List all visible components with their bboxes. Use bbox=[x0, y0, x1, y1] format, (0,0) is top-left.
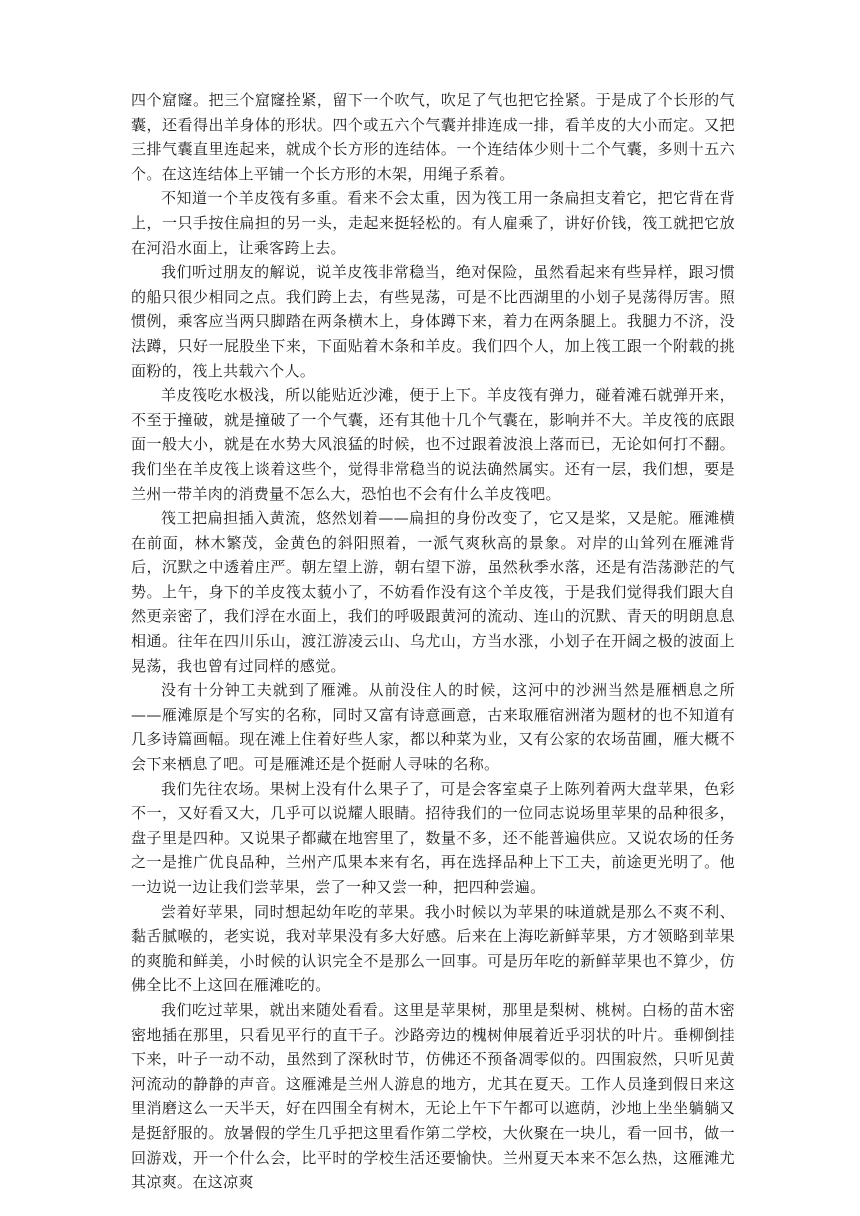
paragraph-1: 四个窟窿。把三个窟窿拴紧，留下一个吹气，吹足了气也把它拴紧。于是成了个长形的气囊，还看得出羊身体的形状。四个或五六个气囊并排连成一排，看羊皮的大小而定。又把三排气囊直里连起来，就成个长方形的连结体。一个连结体少则十二个气囊，多则十五六个。在这连结体上平铺一个长方形的木架，用绳子系着。 bbox=[131, 91, 735, 183]
paragraph-2: 不知道一个羊皮筏有多重。看来不会太重，因为筏工用一条扁担支着它，把它背在背上，一只手按住扁担的另一头，走起来挺轻松的。有人雇乘了，讲好价钱，筏工就把它放在河沿水面上，让乘客跨上去。 bbox=[131, 189, 735, 257]
paragraph-6: 没有十分钟工夫就到了雁滩。从前没住人的时候，这河中的沙洲当然是雁栖息之所——雁滩原是个写实的名称，同时又富有诗意画意，古来取雁宿洲渚为题材的也不知道有几多诗篇画幅。现在滩上住着好些人家，都以种菜为业，又有公家的农场苗圃，雁大概不会下来栖息了吧。可是雁滩还是个挺耐人寻味的名称。 bbox=[131, 681, 735, 774]
paragraph-3: 我们听过朋友的解说，说羊皮筏非常稳当，绝对保险，虽然看起来有些异样，跟习惯的船只很少相同之点。我们跨上去，有些晃荡，可是不比西湖里的小划子晃荡得厉害。照惯例，乘客应当两只脚踏在两条横木上，身体蹲下来，着力在两条腿上。我腿力不济，没法蹲，只好一屁股坐下来，下面贴着木条和羊皮。我们四个人，加上筏工跟一个附载的挑面粉的，筏上共载六个人。 bbox=[131, 263, 735, 380]
paragraph-7: 我们先往农场。果树上没有什么果子了，可是会客室桌子上陈列着两大盘苹果，色彩不一，又好看又大，几乎可以说耀人眼睛。招待我们的一位同志说场里苹果的品种很多，盘子里是四种。又说果子都藏在地窖里了，数量不多，还不能普遍供应。又说农场的任务之一是推广优良品种，兰州产瓜果本来有名，再在选择品种上下工夫，前途更光明了。他一边说一边让我们尝苹果，尝了一种又尝一种，把四种尝遍。 bbox=[131, 779, 735, 896]
paragraph-8: 尝着好苹果，同时想起幼年吃的苹果。我小时候以为苹果的味道就是那么不爽不利、黏舌腻喉的，老实说，我对苹果没有多大好感。后来在上海吃新鲜苹果，方才领略到苹果的爽脆和鲜美，小时候的认识完全不是那么一回事。可是历年吃的新鲜苹果也不算少，仿佛全比不上这回在雁滩吃的。 bbox=[131, 902, 735, 995]
paragraph-9: 我们吃过苹果，就出来随处看看。这里是苹果树，那里是梨树、桃树。白杨的苗木密密地插在那里，只看见平行的直干子。沙路旁边的槐树伸展着近乎羽状的叶片。垂柳倒挂下来，叶子一动不动，虽然到了深秋时节，仿佛还不预备凋零似的。四围寂然，只听见黄河流动的静静的声音。这雁滩是兰州人游息的地方，尤其在夏天。工作人员逢到假日来这里消磨这么一天半天，好在四围全有树木，无论上午下午都可以遮荫，沙地上坐坐躺躺又是挺舒服的。放暑假的学生几乎把这里看作第二学校，大伙聚在一块儿，看一回书，做一回游戏，开一个什么会，比平时的学校生活还要愉快。兰州夏天本来不怎么热，这雁滩尤其凉爽。在这凉爽 bbox=[131, 1000, 735, 1192]
paragraph-4: 羊皮筏吃水极浅，所以能贴近沙滩，便于上下。羊皮筏有弹力，碰着滩石就弹开来，不至于撞破，就是撞破了一个气囊，还有其他十几个气囊在，影响并不大。羊皮筏的底跟面一般大小，就是在水势大风浪猛的时候，也不过跟着波浪上落而已，无论如何打不翻。我们坐在羊皮筏上谈着这些个，觉得非常稳当的说法确然属实。还有一层，我们想，要是兰州一带羊肉的消费量不怎么大，恐怕也不会有什么羊皮筏吧。 bbox=[131, 386, 735, 503]
article-body bbox=[131, 88, 735, 1195]
paragraph-5: 筏工把扁担插入黄流，悠然划着——扁担的身份改变了，它又是桨，又是舵。雁滩横在前面，林木繁茂，金黄色的斜阳照着，一派气爽秋高的景象。对岸的山耸列在雁滩背后，沉默之中透着庄严。朝左望上游，朝右望下游，虽然秋季水落，还是有浩荡渺茫的气势。上午，身下的羊皮筏太藐小了，不妨看作没有这个羊皮筏，于是我们觉得我们跟大自然更亲密了，我们浮在水面上，我们的呼吸跟黄河的流动、连山的沉默、青天的明朗息息相通。往年在四川乐山，渡江游凌云山、乌尤山，方当水涨，小划子在开阔之极的波面上晃荡，我也曾有过同样的感觉。 bbox=[131, 509, 735, 675]
